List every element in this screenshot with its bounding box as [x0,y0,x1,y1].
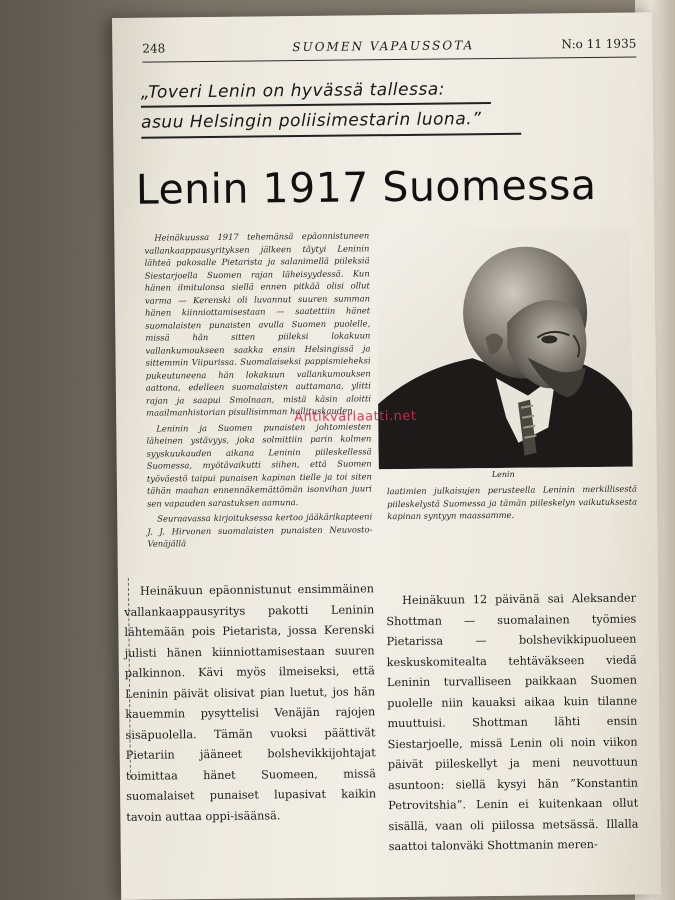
subtitle-line-2: asuu Helsingin poliisimestarin luona.” [140,109,482,133]
article-headline: Lenin 1917 Suomessa [135,160,597,214]
subtitle-underline-1 [141,102,491,107]
running-header [142,37,636,63]
intro-paragraph-1: Heinäkuussa 1917 tehemänsä epäonnistuneen vallankaappausyrityksen jälkeen täytyi Leninin lähteä pakosalle Pietarista ja salanimellä piileksiä Siestarjoella Suomen rajan läheisyydessä. Kun hänen ilmitulonsa siellä ennen pitkää olisi ollut varma — Kerenski oli luvannut suuren summan hänen kiinniottamisestaan — saatettiin hänet suomalaisten punaisten avulla Suomen puolelle, missä hän sitten piileksi lokakuun vallankumoukseen saakka ensin Helsingissä ja sittemmin Viipurissa. Suomalaiseksi pappismieheksi pukeutuneena hän lokakuun vallankumouksen aattona, edelleen suomalaisten auttamana, ylitti rajan ja saapui Smolnaan, mistä käsin aloitti maailmanhistorian pisullisimman hallituskauden. [144,230,372,418]
intro-paragraph-3: Seuraavassa kirjoituksessa kertoo jääkärikapteeni J. J. Hirvonen suomalaisten punaisten Neuvosto-Venäjällä [147,511,373,549]
issue-number: N:o 11 1935 [561,36,637,52]
magazine-page [112,12,661,900]
subtitle-underline-2 [141,133,521,138]
intro-continuation: laatimien julkaisujen perusteella Leninin merkillisestä piileskelystä Suomessa ja tämän piileskelyn vaikutuksesta kapinan syntyyn maassamme. [386,483,638,522]
journal-title: SUOMEN VAPAUSSOTA [292,38,475,55]
intro-paragraph-2: Leninin ja Suomen punaisten johtomiesten läheinen ystävyys, joka solmittiin parin kolmen syyskuukauden aikana Leninin piileskellessä Suomessa, myötävaikutti siihen, että Suomen työväestö taipui punaisen kapinan tielle ja toi siten tähän maahan ennennäkemättömän isonvihan juuri sen vapauden sarastuksen aamuna. [146,420,372,509]
watermark-text: Antikvariaatti.net [294,408,417,426]
body-paragraph-left: Heinäkuun epäonnistunut ensimmäinen vallankaappausyritys pakotti Leninin lähtemään pois Pietarista, jossa Kerenski julisti hänen kiinniottamisestaan suuren palkinnon. Kävi myös ilmeiseksi, että Leninin päivät olisivat pian luetut, jos hän kauemmin pysyttelisi Venäjän rajojen sisäpuolella. Tämän vuoksi päättivät Pietariin jääneet bolshevikkijohtajat toimittaa hänet Suomeen, missä suomalaiset punaiset lupasivat kaikin tavoin auttaa oppi-isäänsä. [124,582,377,824]
lenin-portrait-photo [376,227,632,470]
photo-caption: Lenin [491,469,515,480]
subtitle-line-1: „Toveri Lenin on hyvässä tallessa: [140,79,446,103]
body-paragraph-right: Heinäkuun 12 päivänä sai Aleksander Shottman — suomalainen työmies Pietarissa — bolshevikkipuolueen keskuskomitealta tehtäväkseen viedä Leninin turvalliseen paikkaan Suomen puolelle niin kauaksi aikaa kuin tilanne muuttuisi. Shottman lähti ensin Siestarjoelle, missä Lenin oli noin viikon päivät piileskellyt ja meni neuvottuun asuntoon: siellä kysyi hän ”Konstantin Petrovitshia”. Lenin ei kuitenkaan ollut sisällä, vaan oli piilossa metsässä. Illalla saattoi talonväki Shottmanin meren- [386,591,639,854]
page-number: 248 [142,41,166,56]
intro-column [144,229,372,553]
body-column-left [124,579,377,828]
body-column-right [386,589,639,858]
